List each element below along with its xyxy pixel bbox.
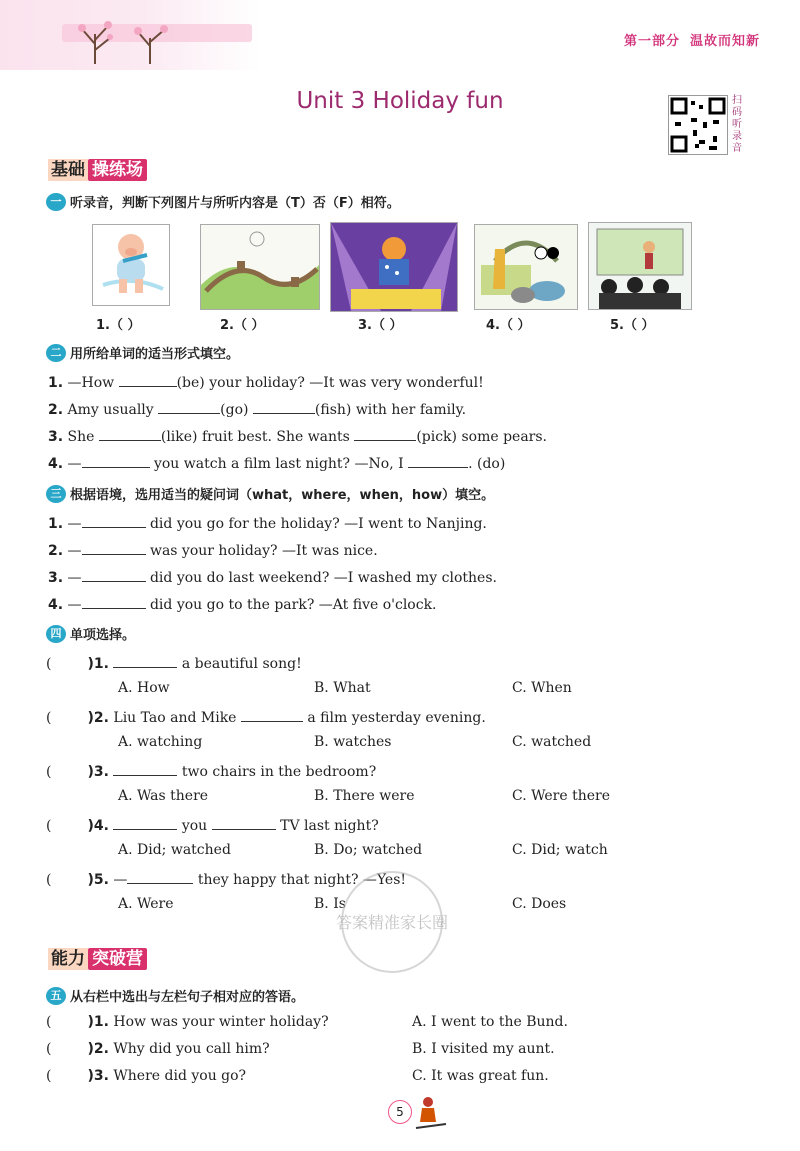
- picture-caption-3: 3.（ ）: [358, 318, 403, 333]
- item-number: 3.: [48, 570, 64, 586]
- match-item: [46, 1014, 329, 1030]
- question-heading-3: [46, 484, 494, 503]
- item-number: )3.: [87, 764, 109, 780]
- item-text: —: [67, 516, 82, 532]
- fill-item: [48, 513, 487, 532]
- page-title: Unit 3 Holiday fun: [296, 88, 504, 114]
- picture-caption-2: 2.（ ）: [220, 318, 265, 333]
- fill-item: [48, 567, 497, 586]
- page-number: 5: [388, 1100, 412, 1124]
- item-text: they happy that night? —Yes!: [193, 872, 407, 888]
- option-a[interactable]: A. Were: [118, 896, 174, 912]
- answer-blank[interactable]: [82, 540, 146, 555]
- answer-blank[interactable]: [99, 426, 161, 441]
- item-text: (be) your holiday? —It was very wonderful!: [176, 375, 484, 391]
- zoo-picture: [474, 224, 578, 310]
- item-number: )3.: [87, 1068, 109, 1084]
- section-banner-a: 基础: [48, 159, 88, 181]
- qr-code-icon[interactable]: [668, 95, 728, 155]
- item-text: did you go for the holiday? —I went to Nanjing.: [145, 516, 487, 532]
- item-text: you: [177, 818, 212, 834]
- item-text: —How: [67, 375, 119, 391]
- section-banner-b: 操练场: [88, 159, 147, 181]
- item-number: 1.: [48, 516, 64, 532]
- choice-stem: [46, 653, 302, 672]
- answer-paren[interactable]: (: [46, 710, 52, 726]
- question-number-icon: 四: [46, 625, 66, 643]
- option-a[interactable]: A. Did; watched: [118, 842, 231, 858]
- fill-item: [48, 594, 437, 613]
- item-text: was your holiday? —It was nice.: [145, 543, 378, 559]
- answer-blank[interactable]: [212, 815, 276, 830]
- item-number: )5.: [87, 872, 109, 888]
- header-part: 第一部分: [623, 34, 680, 49]
- item-text: . (do): [468, 456, 506, 472]
- answer-blank[interactable]: [408, 453, 468, 468]
- choice-stem: [46, 815, 379, 834]
- watermark-text: 答案精准家长圈: [335, 913, 449, 932]
- answer-blank[interactable]: [82, 513, 146, 528]
- answer-blank[interactable]: [119, 372, 177, 387]
- item-text: two chairs in the bedroom?: [177, 764, 377, 780]
- fill-item: [48, 372, 484, 391]
- watermark-stamp: [312, 866, 472, 996]
- answer-paren[interactable]: (: [46, 872, 52, 888]
- option-a[interactable]: A. How: [118, 680, 170, 696]
- question-instruction: 根据语境，选用适当的疑问词（what，where，when，how）填空。: [70, 488, 495, 503]
- item-text: —: [67, 597, 82, 613]
- question-number-icon: 一: [46, 193, 66, 211]
- great-wall-picture: [200, 224, 320, 310]
- question-instruction: 听录音，判断下列图片与所听内容是（T）否（F）相符。: [70, 196, 400, 211]
- item-text: (fish) with her family.: [314, 402, 467, 418]
- item-number: )4.: [87, 818, 109, 834]
- question-number-icon: 二: [46, 344, 66, 362]
- option-b[interactable]: B. watches: [314, 734, 392, 750]
- answer-blank[interactable]: [82, 594, 146, 609]
- section-banner-a: 能力: [48, 948, 88, 970]
- answer-paren[interactable]: (: [46, 764, 52, 780]
- item-text: a film yesterday evening.: [302, 710, 486, 726]
- item-number: 3.: [48, 429, 64, 445]
- question-heading-2: [46, 343, 239, 362]
- answer-blank[interactable]: [82, 453, 150, 468]
- question-number-icon: 五: [46, 987, 66, 1005]
- option-b[interactable]: B. There were: [314, 788, 415, 804]
- question-number-icon: 三: [46, 485, 66, 503]
- item-text: Where did you go?: [113, 1068, 247, 1084]
- fill-item: [48, 399, 466, 418]
- match-answer: A. I went to the Bund.: [412, 1014, 568, 1030]
- question-instruction: 单项选择。: [70, 628, 136, 643]
- option-a[interactable]: A. Was there: [118, 788, 209, 804]
- item-number: )1.: [87, 1014, 109, 1030]
- header-motto: 温故而知新: [689, 34, 760, 49]
- fill-item: [48, 426, 547, 445]
- question-heading-4: [46, 624, 135, 643]
- item-number: )1.: [87, 656, 109, 672]
- answer-blank[interactable]: [127, 869, 193, 884]
- picture-caption-4: 4.（ ）: [486, 318, 531, 333]
- item-text: did you do last weekend? —I washed my clothes.: [145, 570, 497, 586]
- fill-item: [48, 540, 378, 559]
- answer-blank[interactable]: [113, 815, 177, 830]
- item-text: She: [67, 429, 99, 445]
- question-instruction: 用所给单词的适当形式填空。: [70, 347, 240, 362]
- cinema-picture: [588, 222, 692, 310]
- choice-stem: [46, 761, 376, 780]
- tree-illustration-icon: [70, 14, 180, 66]
- qr-label: 扫码听录音: [732, 95, 742, 154]
- choice-stem: [46, 707, 486, 726]
- match-item: [46, 1041, 270, 1057]
- item-number: 2.: [48, 543, 64, 559]
- match-answer: C. It was great fun.: [412, 1068, 549, 1084]
- answer-blank[interactable]: [253, 399, 315, 414]
- answer-blank[interactable]: [113, 761, 177, 776]
- option-c[interactable]: C. When: [512, 680, 572, 696]
- question-instruction: 从右栏中选出与左栏句子相对应的答语。: [70, 990, 305, 1005]
- item-text: Amy usually: [67, 402, 159, 418]
- item-text: —: [67, 543, 82, 559]
- item-text: (pick) some pears.: [416, 429, 547, 445]
- option-b[interactable]: B. Do; watched: [314, 842, 423, 858]
- item-text: (like) fruit best. She wants: [160, 429, 355, 445]
- option-c[interactable]: C. Did; watch: [512, 842, 608, 858]
- item-text: How was your winter holiday?: [113, 1014, 329, 1030]
- option-c[interactable]: C. watched: [512, 734, 592, 750]
- question-heading-5: [46, 986, 304, 1005]
- question-heading-1: [46, 192, 400, 211]
- item-number: 4.: [48, 597, 64, 613]
- option-b[interactable]: B. Is: [314, 896, 346, 912]
- item-text: a beautiful song!: [177, 656, 302, 672]
- item-number: )2.: [87, 1041, 109, 1057]
- item-text: (go): [220, 402, 253, 418]
- section-banner-ability: [48, 944, 147, 969]
- section-banner-b: 突破营: [88, 948, 147, 970]
- item-number: )2.: [87, 710, 109, 726]
- section-banner-basic: [48, 155, 147, 180]
- item-text: Liu Tao and Mike: [113, 710, 241, 726]
- picture-caption-5: 5.（ ）: [610, 318, 655, 333]
- picture-caption-1: 1.（ ）: [96, 318, 141, 333]
- item-text: —: [67, 570, 82, 586]
- match-item: [46, 1068, 246, 1084]
- item-text: TV last night?: [275, 818, 379, 834]
- item-text: did you go to the park? —At five o'clock.: [145, 597, 437, 613]
- item-text: you watch a film last night? —No, I: [149, 456, 409, 472]
- item-number: 4.: [48, 456, 64, 472]
- item-number: 2.: [48, 402, 64, 418]
- fill-item: [48, 453, 505, 472]
- match-answer: B. I visited my aunt.: [412, 1041, 555, 1057]
- answer-blank[interactable]: [241, 707, 303, 722]
- option-c[interactable]: C. Does: [512, 896, 567, 912]
- answer-blank[interactable]: [158, 399, 220, 414]
- skier-figure-icon: [412, 1096, 452, 1132]
- header-section-label: [614, 30, 760, 49]
- answer-paren[interactable]: (: [46, 818, 52, 834]
- option-a[interactable]: A. watching: [118, 734, 203, 750]
- option-c[interactable]: C. Were there: [512, 788, 610, 804]
- answer-blank[interactable]: [354, 426, 416, 441]
- answer-paren[interactable]: (: [46, 1014, 52, 1030]
- answer-paren[interactable]: (: [46, 1041, 52, 1057]
- option-b[interactable]: B. What: [314, 680, 371, 696]
- answer-paren[interactable]: (: [46, 656, 52, 672]
- answer-paren[interactable]: (: [46, 1068, 52, 1084]
- item-number: 1.: [48, 375, 64, 391]
- item-text: —: [113, 872, 128, 888]
- pig-skating-picture: [92, 224, 170, 306]
- answer-blank[interactable]: [82, 567, 146, 582]
- item-text: Why did you call him?: [113, 1041, 270, 1057]
- tiger-show-picture: [330, 222, 458, 312]
- answer-blank[interactable]: [113, 653, 177, 668]
- item-text: —: [67, 456, 82, 472]
